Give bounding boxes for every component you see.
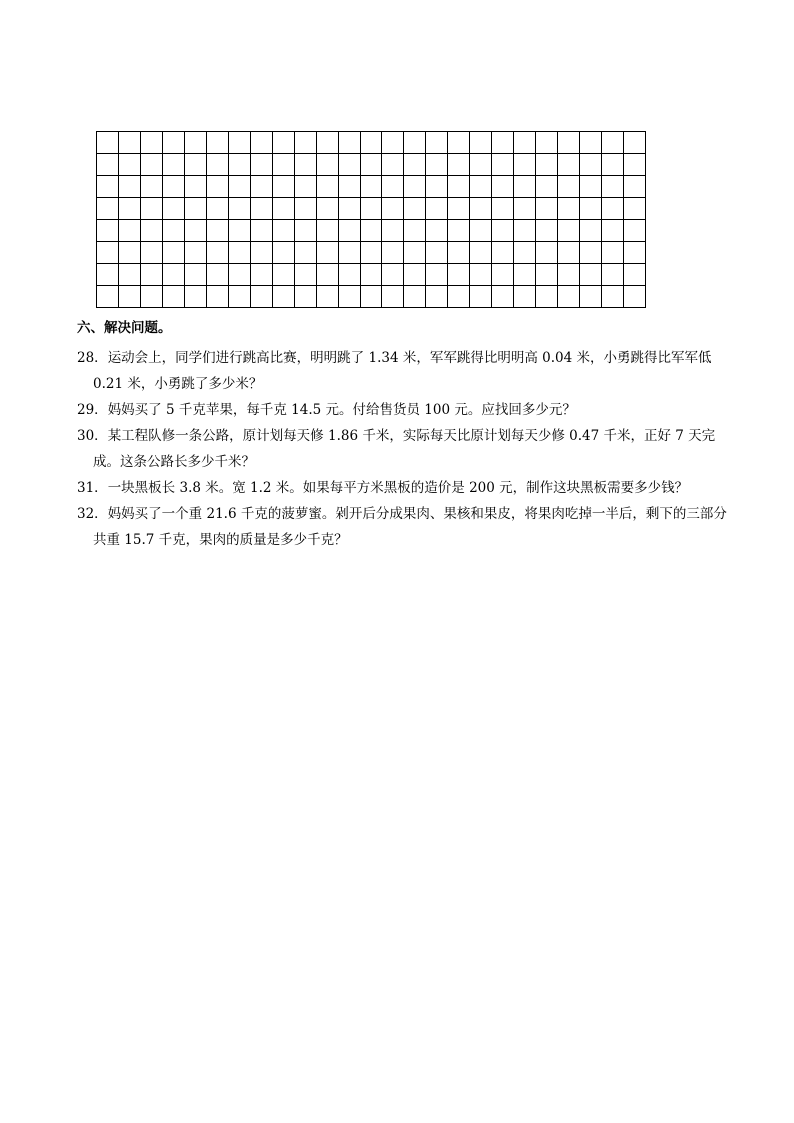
- grid-cell: [536, 154, 558, 176]
- grid-cell: [273, 286, 295, 308]
- grid-cell: [448, 220, 470, 242]
- grid-cell: [141, 176, 163, 198]
- grid-cell: [229, 198, 251, 220]
- problem-28: [77, 345, 737, 397]
- grid-cell: [163, 154, 185, 176]
- grid-cell: [97, 198, 119, 220]
- grid-cell: [119, 264, 141, 286]
- grid-cell: [163, 242, 185, 264]
- grid-cell: [229, 220, 251, 242]
- grid-cell: [404, 154, 426, 176]
- grid-cell: [317, 154, 339, 176]
- problem-list: [77, 345, 737, 553]
- grid-cell: [119, 242, 141, 264]
- grid-cell: [251, 198, 273, 220]
- grid-cell: [624, 176, 646, 198]
- grid-cell: [339, 242, 361, 264]
- grid-cell: [141, 242, 163, 264]
- grid-cell: [361, 220, 383, 242]
- grid-cell: [470, 176, 492, 198]
- grid-cell: [448, 242, 470, 264]
- grid-cell: [602, 154, 624, 176]
- grid-cell: [229, 286, 251, 308]
- grid-cell: [229, 242, 251, 264]
- grid-cell: [119, 198, 141, 220]
- grid-cell: [602, 176, 624, 198]
- grid-cell: [404, 242, 426, 264]
- grid-cell: [317, 242, 339, 264]
- grid-cell: [514, 220, 536, 242]
- grid-cell: [295, 264, 317, 286]
- grid-cell: [426, 198, 448, 220]
- problem-31: [77, 475, 737, 501]
- grid-cell: [163, 220, 185, 242]
- grid-cell: [492, 198, 514, 220]
- grid-cell: [185, 154, 207, 176]
- grid-cell: [317, 132, 339, 154]
- grid-cell: [536, 198, 558, 220]
- grid-cell: [492, 154, 514, 176]
- grid-cell: [185, 176, 207, 198]
- grid-cell: [382, 132, 404, 154]
- grid-cell: [207, 198, 229, 220]
- grid-cell: [273, 176, 295, 198]
- grid-cell: [602, 198, 624, 220]
- grid-cell: [404, 264, 426, 286]
- grid-cell: [404, 286, 426, 308]
- grid-cell: [207, 154, 229, 176]
- grid-cell: [295, 220, 317, 242]
- problem-text: 一块黑板长 3.8 米。宽 1.2 米。如果每平方米黑板的造价是 200 元，制作这块黑板需要多少钱？: [107, 480, 689, 496]
- problem-number: 30．: [77, 428, 108, 444]
- grid-cell: [339, 286, 361, 308]
- grid-cell: [492, 286, 514, 308]
- grid-cell: [119, 220, 141, 242]
- grid-cell: [580, 220, 602, 242]
- grid-cell: [317, 264, 339, 286]
- grid-cell: [295, 286, 317, 308]
- grid-cell: [404, 220, 426, 242]
- problem-text: 妈妈买了 5 千克苹果，每千克 14.5 元。付给售货员 100 元。应找回多少元？: [107, 402, 576, 418]
- grid-cell: [382, 198, 404, 220]
- grid-cell: [536, 220, 558, 242]
- grid-cell: [470, 264, 492, 286]
- grid-cell: [448, 176, 470, 198]
- problem-32: [77, 501, 737, 553]
- grid-cell: [536, 176, 558, 198]
- grid-cell: [97, 132, 119, 154]
- grid-cell: [361, 154, 383, 176]
- grid-cell: [426, 176, 448, 198]
- grid-cell: [163, 286, 185, 308]
- grid-cell: [97, 264, 119, 286]
- grid-cell: [602, 264, 624, 286]
- problem-number: 31．: [77, 480, 108, 496]
- grid-cell: [273, 132, 295, 154]
- problem-text: 运动会上，同学们进行跳高比赛，明明跳了 1.34 米，军军跳得比明明高 0.04 米，小勇跳得比军军低 0.21 米，小勇跳了多少米？: [93, 350, 712, 392]
- grid-cell: [251, 220, 273, 242]
- grid-cell: [229, 132, 251, 154]
- problem-number: 29．: [77, 402, 108, 418]
- grid-cell: [207, 242, 229, 264]
- grid-cell: [492, 264, 514, 286]
- grid-cell: [273, 220, 295, 242]
- grid-cell: [97, 286, 119, 308]
- grid-cell: [448, 132, 470, 154]
- grid-cell: [580, 286, 602, 308]
- problem-30: [77, 423, 737, 475]
- grid-cell: [558, 264, 580, 286]
- grid-cell: [185, 242, 207, 264]
- grid-cell: [448, 264, 470, 286]
- grid-cell: [624, 286, 646, 308]
- grid-cell: [492, 242, 514, 264]
- grid-cell: [251, 176, 273, 198]
- grid-cell: [97, 220, 119, 242]
- grid-cell: [514, 198, 536, 220]
- grid-cell: [97, 154, 119, 176]
- grid-cell: [163, 198, 185, 220]
- grid-cell: [624, 198, 646, 220]
- grid-cell: [251, 154, 273, 176]
- grid-cell: [602, 242, 624, 264]
- grid-cell: [185, 132, 207, 154]
- grid-cell: [361, 286, 383, 308]
- grid-cell: [558, 198, 580, 220]
- grid-cell: [163, 176, 185, 198]
- grid-cell: [448, 154, 470, 176]
- grid-cell: [339, 132, 361, 154]
- grid-cell: [470, 286, 492, 308]
- grid-cell: [580, 264, 602, 286]
- grid-cell: [492, 132, 514, 154]
- grid-cell: [602, 286, 624, 308]
- grid-cell: [536, 132, 558, 154]
- grid-cell: [382, 220, 404, 242]
- grid-cell: [558, 132, 580, 154]
- grid-cell: [580, 198, 602, 220]
- grid-cell: [163, 264, 185, 286]
- grid-cell: [382, 242, 404, 264]
- grid-cell: [426, 264, 448, 286]
- grid-cell: [317, 286, 339, 308]
- grid-cell: [624, 242, 646, 264]
- grid-cell: [361, 242, 383, 264]
- grid-cell: [514, 264, 536, 286]
- grid-cell: [426, 132, 448, 154]
- grid-cell: [624, 132, 646, 154]
- grid-cell: [580, 176, 602, 198]
- grid-cell: [339, 176, 361, 198]
- grid-cell: [339, 264, 361, 286]
- grid-cell: [251, 264, 273, 286]
- grid-cell: [317, 198, 339, 220]
- grid-cell: [361, 198, 383, 220]
- grid-cell: [558, 242, 580, 264]
- grid-cell: [382, 264, 404, 286]
- grid-cell: [317, 176, 339, 198]
- grid-cell: [119, 286, 141, 308]
- grid-cell: [514, 154, 536, 176]
- grid-cell: [514, 242, 536, 264]
- grid-cell: [163, 132, 185, 154]
- grid-cell: [470, 154, 492, 176]
- grid-cell: [273, 198, 295, 220]
- grid-cell: [448, 286, 470, 308]
- grid-cell: [558, 176, 580, 198]
- grid-cell: [317, 220, 339, 242]
- grid-cell: [470, 220, 492, 242]
- grid-cell: [361, 132, 383, 154]
- grid-cell: [185, 198, 207, 220]
- grid-cell: [602, 132, 624, 154]
- problem-text: 妈妈买了一个重 21.6 千克的菠萝蜜。剁开后分成果肉、果核和果皮，将果肉吃掉一半后，剩下的三部分共重 15.7 千克，果肉的质量是多少千克？: [93, 506, 727, 548]
- grid-cell: [426, 286, 448, 308]
- grid-cell: [382, 176, 404, 198]
- grid-cell: [382, 154, 404, 176]
- grid-cell: [470, 132, 492, 154]
- grid-cell: [536, 286, 558, 308]
- grid-cell: [141, 154, 163, 176]
- grid-cell: [580, 242, 602, 264]
- grid-cell: [207, 264, 229, 286]
- grid-cell: [448, 198, 470, 220]
- grid-cell: [536, 264, 558, 286]
- grid-cell: [404, 176, 426, 198]
- grid-cell: [514, 176, 536, 198]
- problem-number: 32．: [77, 506, 108, 522]
- grid-cell: [207, 176, 229, 198]
- grid-cell: [185, 264, 207, 286]
- grid-cell: [119, 132, 141, 154]
- grid-cell: [426, 154, 448, 176]
- grid-cell: [361, 264, 383, 286]
- grid-cell: [404, 132, 426, 154]
- grid-cell: [624, 264, 646, 286]
- grid-cell: [470, 198, 492, 220]
- grid-cell: [141, 220, 163, 242]
- grid-cell: [295, 154, 317, 176]
- section-title: 六、解决问题。: [77, 320, 172, 336]
- grid-cell: [339, 154, 361, 176]
- grid-cell: [602, 220, 624, 242]
- grid-cell: [404, 198, 426, 220]
- grid-cell: [580, 154, 602, 176]
- grid-cell: [514, 132, 536, 154]
- grid-cell: [470, 242, 492, 264]
- grid-cell: [339, 198, 361, 220]
- grid-cell: [251, 132, 273, 154]
- grid-cell: [141, 286, 163, 308]
- grid-cell: [207, 286, 229, 308]
- grid-cell: [558, 286, 580, 308]
- grid-cell: [624, 220, 646, 242]
- grid-cell: [273, 242, 295, 264]
- grid-cell: [185, 220, 207, 242]
- grid-cell: [295, 176, 317, 198]
- problem-number: 28．: [77, 350, 108, 366]
- grid-cell: [426, 242, 448, 264]
- grid-cell: [97, 242, 119, 264]
- grid-cell: [229, 176, 251, 198]
- grid-cell: [514, 286, 536, 308]
- grid-cell: [558, 220, 580, 242]
- grid-cell: [141, 264, 163, 286]
- grid-cell: [426, 220, 448, 242]
- grid-cell: [295, 198, 317, 220]
- grid-cell: [251, 242, 273, 264]
- grid-cell: [536, 242, 558, 264]
- grid-cell: [185, 286, 207, 308]
- grid-cell: [207, 220, 229, 242]
- grid-cell: [295, 242, 317, 264]
- problem-text: 某工程队修一条公路，原计划每天修 1.86 千米，实际每天比原计划每天少修 0.47 千米，正好 7 天完成。这条公路长多少千米？: [93, 428, 716, 470]
- grid-cell: [295, 132, 317, 154]
- grid-cell: [580, 132, 602, 154]
- grid-cell: [207, 132, 229, 154]
- grid-cell: [251, 286, 273, 308]
- grid-cell: [141, 198, 163, 220]
- grid-cell: [119, 176, 141, 198]
- grid-cell: [229, 154, 251, 176]
- grid-cell: [229, 264, 251, 286]
- grid-cell: [339, 220, 361, 242]
- grid-cell: [119, 154, 141, 176]
- grid-cell: [97, 176, 119, 198]
- problem-29: [77, 397, 737, 423]
- grid-cell: [492, 220, 514, 242]
- grid-cell: [273, 264, 295, 286]
- grid-cell: [492, 176, 514, 198]
- grid-cell: [273, 154, 295, 176]
- grid-cell: [141, 132, 163, 154]
- answer-grid: [96, 131, 646, 308]
- grid-cell: [558, 154, 580, 176]
- grid-cell: [382, 286, 404, 308]
- grid-cell: [361, 176, 383, 198]
- grid-cell: [624, 154, 646, 176]
